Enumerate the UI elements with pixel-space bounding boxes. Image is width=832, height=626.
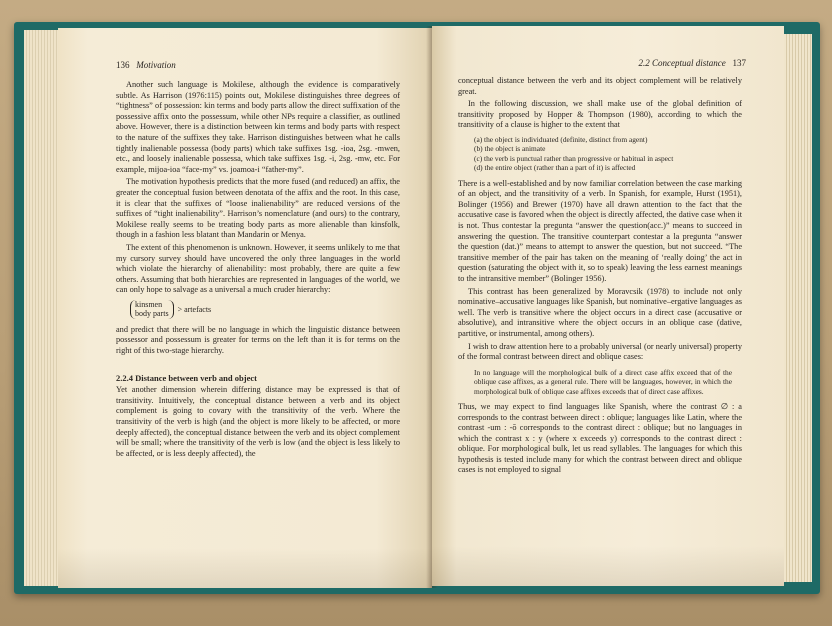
right-page-number: 137 bbox=[732, 58, 746, 68]
left-paragraph: Yet another dimension wherein differing distance may be expressed is that of transitivity. Intuitively, the conceptual distance between a verb and its object complement is going to covary with the transitivity of the verb. Where the transitivity of the verb is high (and the object is more likely to be affected, or more deeply affected), the conceptual distance between the verb and its object complement will be small; where the transitivity of the verb is low (and the object is less likely to be affected, or is less deeply affected), the bbox=[116, 385, 400, 458]
left-page bbox=[58, 28, 432, 588]
left-paragraph: The extent of this phenomenon is unknown. However, it seems unlikely to me that my cursory survey should have uncovered the only three languages in the world which violate the hierarchy of alienability: most probably, there are quite a few others. Assuming that both hierarchies are represented in languages of the world, we can only hope to salvage as a universal a much cruder hierarchy: bbox=[116, 242, 400, 295]
block-quote: In no language will the morphological bulk of a direct case affix exceed that of the oblique case affixes, as a general rule. There will be languages, however, in which the morphological bulk of oblique case affixes exceeds that of direct case affixes. bbox=[474, 367, 732, 396]
transitivity-list bbox=[474, 135, 742, 173]
list-item: (d) the entire object (rather than a part of it) is affected bbox=[474, 163, 636, 173]
right-body bbox=[458, 76, 742, 478]
right-paragraph: In the following discussion, we shall make use of the global definition of transitivity proposed by Hopper & Thompson (1980), according to which the transitivity of a clause is higher to the extent that bbox=[458, 99, 742, 130]
hierarchy-brace bbox=[130, 300, 174, 319]
right-paragraph: I wish to draw attention here to a probably universal (or nearly universal) property of the formal contrast between direct and oblique cases: bbox=[458, 341, 742, 362]
hierarchy-item: body parts bbox=[135, 309, 169, 319]
left-paragraph: The motivation hypothesis predicts that the more fused (and reduced) an affix, the greater the conceptual fusion between denotata of the affix and the root. In this case, it is clear that the suffixes of “loose inalienability” are reduced versions of the suffixes of “tight inalienability”. Harrison’s nomenclature (and ours) to the contrary, Mokilese really seems to be treating body parts as more alienable than kinsfolk, though in a fashion less blatant than Mandarin or Menya. bbox=[116, 177, 400, 240]
left-page-number: 136 bbox=[116, 60, 130, 70]
list-item: (b) the object is animate bbox=[474, 144, 546, 154]
page-shadow bbox=[432, 546, 784, 586]
left-running-head bbox=[116, 60, 176, 70]
left-paragraph: Another such language is Mokilese, although the evidence is comparatively subtle. As Harrison (1976:115) points out, Mokilese distinguishes three degrees of “tightness” of possession: kin terms and body parts allow the direct suffixation of the possessive affix onto the possessum, while other NPs require a classifier, as outlined above. However, there is a distinction between kin terms and body parts with respect to the nature of the suffixes they take. Harrison distinguishes between what he calls tightly inalienable possessa (body parts) which take suffixes 1sg. -ioa, 2sg. -mwen, etc., and loosely inalienable possessa, which take suffixes 1sg. -i, 2sg. -mw, etc. For example, mijoa-ioa “face-my” vs. joamoa-i “father-my”. bbox=[116, 80, 400, 174]
right-page bbox=[432, 26, 784, 586]
right-running-head bbox=[639, 58, 747, 68]
hierarchy-item: kinsmen bbox=[135, 299, 163, 309]
hierarchy-result: > artefacts bbox=[177, 304, 212, 314]
list-item: (a) the object is individuated (definite, distinct from agent) bbox=[474, 134, 648, 144]
left-body bbox=[116, 80, 400, 461]
right-paragraph: Thus, we may expect to find languages like Spanish, where the contrast ∅ : a corresponds to the contrast between direct : oblique; languages like Latin, where the contrast -um : -ō corresponds to the contrast direct : oblique; but no languages in which the contrast x : y (where x exceeds y) corresponds to the contrast direct : oblique. For morphological bulk, let us read syllables. The languages for which this hypothesis is tested include many for which the contrast between direct and oblique cases is not employed to signal bbox=[458, 401, 742, 475]
hierarchy bbox=[130, 300, 400, 319]
list-item: (c) the verb is punctual rather than progressive or habitual in aspect bbox=[474, 153, 674, 163]
left-head-title: Motivation bbox=[136, 60, 176, 70]
section-heading: 2.2.4 Distance between verb and object bbox=[116, 372, 257, 383]
left-paragraph: and predict that there will be no language in which the linguistic distance between possessor and possessum is greater for terms on the left than it is for terms on the right of this two-stage hierarchy. bbox=[116, 324, 400, 356]
right-paragraph: There is a well-established and by now familiar correlation between the case marking of an object, and the transitivity of a verb. In Spanish, for example, Hurst (1951), Bolinger (1956) and Brewer (1970) have all drawn attention to the fact that the accusative case is favored when the object is directly affected, the dative case when it is not. Thus contestar la pregunta “answer the question(acc.)” means to succeed in answering the question. The transitive counterpart contestar a la pregunta “answer the question (dat.)” means to attempt to answer the question, but not succeed. “The transitive member of the pair has taken on the meaning of ‘really doing’ the act in question (saturating the object with it, so to speak) leaving the less earnest meanings to the intransitive member” (Bolinger 1956). bbox=[458, 178, 742, 283]
right-paragraph: conceptual distance between the verb and its object complement will be relatively great. bbox=[458, 76, 742, 96]
right-head-title: 2.2 Conceptual distance bbox=[638, 58, 726, 68]
page-shadow bbox=[58, 548, 432, 588]
right-paragraph: This contrast has been generalized by Moravcsik (1978) to include not only nominative–accusative languages like Spanish, but nominative–ergative languages as well. The verb is transitive where the object occurs in a direct case (accusative or absolutive), and intransitive where the object occurs in an oblique case (dative, partitive, or instrumental, among others). bbox=[458, 286, 742, 338]
